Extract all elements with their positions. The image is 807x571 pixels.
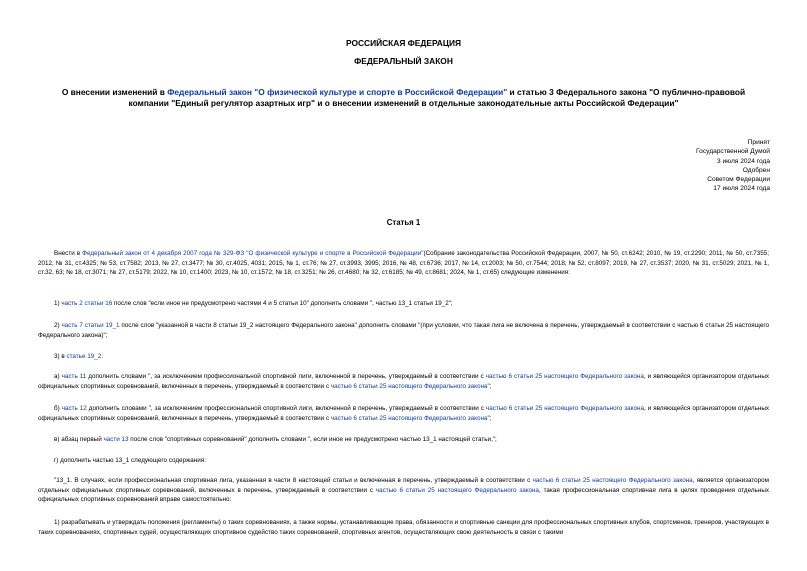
text: , и являющейся организатором отдельных официальных спортивных соревнований, включенных в перечень, утверждаемый в соответствии с [38, 405, 770, 422]
paragraph-3v [38, 435, 769, 445]
paragraph-3b [38, 404, 769, 423]
law-title-line-2: компании "Единый регулятор азартных игр" и о внесении изменений в отдельные законодательные акты Российской Федерации" [128, 98, 679, 108]
paragraph-intro [38, 249, 769, 278]
adoption-line: Государственной Думой [696, 148, 770, 156]
text: , такая профессиональная спортивная лига в целях проведения отдельных официальных спортивных соревнований вправе самостоятельно: [38, 486, 769, 504]
part-link[interactable]: часть 12 [61, 405, 87, 412]
text: "; [487, 382, 492, 390]
part-link[interactable]: частью 6 статьи 25 настоящего Федерального закона [485, 373, 644, 380]
text: "13_1. В случаях, если профессиональная спортивная лига, указанная в части 8 настоящей статьи и включенная в перечень, утверждаемый в соответствии с [54, 477, 533, 484]
part-link[interactable]: часть 7 статьи 19_1 [61, 322, 120, 329]
text: , является организатором отдельных официальных спортивных соревнований, включенных в перечень, утверждаемый в соответствии с [38, 477, 769, 494]
adoption-line: Принят [747, 139, 770, 146]
paragraph-13-1 [38, 476, 769, 505]
text: б) [54, 405, 62, 412]
title-text: и статью 3 Федерального закона "О публично-правовой [507, 87, 746, 97]
part-link[interactable]: часть 2 статьи 16 [61, 300, 113, 307]
adoption-line: 17 июля 2024 года [713, 185, 770, 193]
law-link[interactable]: Федеральный закон от 4 декабря 2007 года № 329-ФЗ "О физической культуре и спорте в Российской Федерации" [82, 250, 424, 257]
part-link[interactable]: частью 6 статьи 25 настоящего Федерального закона [532, 477, 693, 484]
text: : [101, 353, 103, 360]
title-law-link[interactable]: Федеральный закон "О физической культуре и спорте в Российской Федерации" [167, 87, 508, 97]
law-title [30, 87, 777, 109]
adoption-line: Советом Федерации [707, 176, 770, 184]
text: а) [54, 373, 62, 380]
part-link[interactable]: частью 6 статьи 25 настоящего Федерального закона [330, 382, 488, 390]
part-link[interactable]: частью 6 статьи 25 настоящего Федерального закона [375, 486, 540, 494]
paragraph-3 [38, 352, 769, 362]
part-link[interactable]: частью 6 статьи 25 настоящего Федерального закона [485, 405, 644, 412]
text: дополнить словами ", за исключением профессиональной спортивной лиги, включенной в перечень, утверждаемый в соответствии с [86, 405, 486, 412]
text: Внести в [54, 250, 83, 257]
part-link[interactable]: частью 6 статьи 25 настоящего Федерального закона [330, 414, 488, 422]
law-title-line-1 [30, 87, 777, 98]
text: 3) в [54, 353, 67, 360]
text: 1) [54, 300, 62, 307]
text: после слов "указанной в части 8 статьи 19_2 настоящего Федерального закона" дополнить словами "(при условии, что такая лига не включена в перечень, утверждаемый в соответствии с частью 6 статьи 25 настоящего Федерального закона)"; [38, 322, 769, 339]
paragraph-2 [38, 321, 769, 340]
article-link[interactable]: статье 19_2 [66, 353, 102, 360]
text: после слов "если иное не предусмотрено частями 4 и 5 статьи 10" дополнить словами ", частью 13_1 статьи 19_2"; [112, 300, 453, 307]
adoption-line: 3 июля 2024 года [716, 157, 770, 165]
paragraph-3a [38, 372, 769, 391]
federation-heading: РОССИЙСКАЯ ФЕДЕРАЦИЯ [345, 38, 462, 48]
text: 2) [54, 322, 62, 329]
adoption-line: Одобрен [742, 166, 770, 174]
text: дополнить словами ", за исключением профессиональной спортивной лиги, включенной в перечень, утверждаемый в соответствии с [86, 373, 486, 380]
adoption-block [696, 138, 770, 194]
text: , и являющейся организатором отдельных официальных спортивных соревнований, включенных в перечень, утверждаемый в соответствии с [38, 373, 769, 390]
part-link[interactable]: часть 11 [61, 373, 87, 380]
part-link[interactable]: части 13 [103, 436, 129, 443]
law-type-heading: ФЕДЕРАЛЬНЫЙ ЗАКОН [354, 56, 453, 66]
text: "; [487, 414, 492, 422]
text: после слов "спортивных соревнований" дополнить словами ", если иное не предусмотрено частью 13_1 настоящей статьи,"; [128, 436, 497, 443]
paragraph-13-1-item-1: 1) разрабатывать и утверждать положения (регламенты) о таких соревнованиях, а также нормы, устанавливающие права, обязанности и спортивные санкции для профессиональных спортивных клубов, спортсменов, тренеров, участвующих в таких соревнованиях, спортивных судей, осуществляющих спортивное судейство таких соревнований, спортивных агентов, осуществляющих свою деятельность в связи с такими [38, 519, 769, 536]
article-heading: Статья 1 [386, 218, 421, 227]
text: (Собрание законодательства Российской Федерации, 2007, № 50, ст.6242; 2010, № 19, ст.2290; 2011, № 50, ст.7355; 2012, № 31, ст.4325; № 53, ст.7582; 2013, № 27, ст.3477; № 30, ст.4025, 4031; 2015, № 1, ст.76; № 27, ст.3993, 3995; 2016, № 48, ст.6736; 2017, № 14, ст.2003; № 50, ст.7544; 2018, № 52, ст.8097; 2019, № 27, ст.3537; 2020, № 31, ст.5029; 2021, № 1, ст.32, 63; № 18, ст.3071; № 27, ст.5179; 2022, № 10, ст.1400; 2023, № 10, ст.1572; № 18, ст.3251; № 26, ст.4680; № 32, ст.6185; № 49, ст.8681; 2024, № 1, ст.65) следующие изменения: [38, 250, 770, 277]
paragraph-3g: г) дополнить частью 13_1 следующего содержания: [54, 457, 206, 464]
title-text: О внесении изменений в [61, 87, 168, 97]
text: в) абзац первый [54, 436, 104, 443]
paragraph-1 [38, 299, 769, 309]
